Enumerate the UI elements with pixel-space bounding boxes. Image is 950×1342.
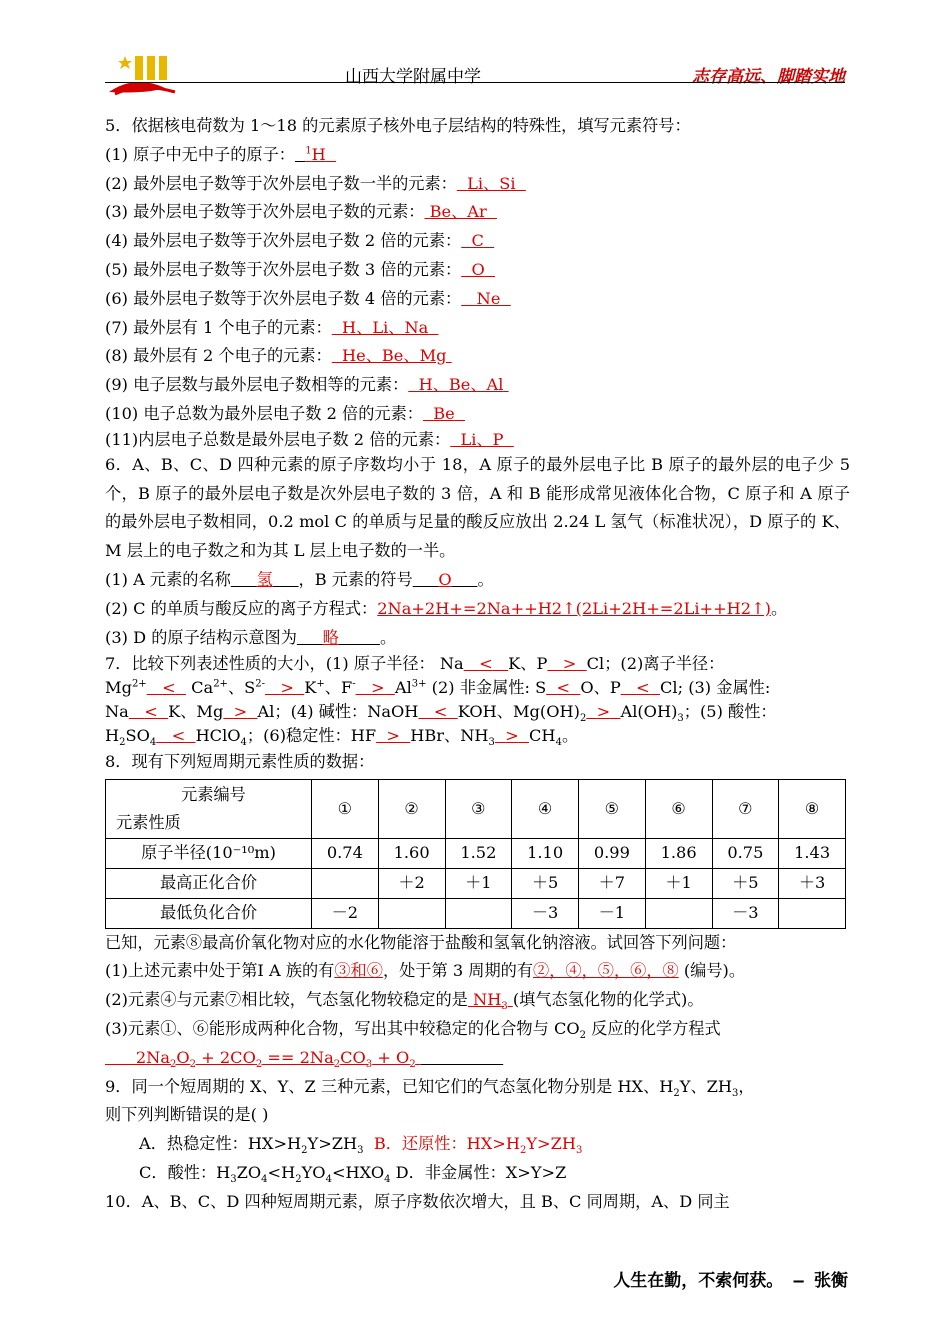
q5-item-3: (3) 最外层电子数等于次外层电子数的元素： Be、Ar	[105, 202, 487, 222]
q5-item-2: (2) 最外层电子数等于次外层电子数一半的元素： Li、Si	[105, 173, 516, 193]
element-id: ⑧	[779, 780, 846, 839]
q9-stem-2: 则下列判断错误的是( )	[105, 1105, 269, 1125]
school-motto: 志存高远、脚踏实地	[692, 67, 845, 87]
element-id: ⑤	[579, 780, 646, 839]
q9-stem: 9．同一个短周期的 X、Y、Z 三种元素，已知它们的气态氢化物分别是 HX、$H_2Y$、$ZH_3$，	[105, 1076, 755, 1099]
table-cell	[445, 898, 512, 928]
element-properties-table	[105, 779, 846, 928]
element-id: ②	[378, 780, 445, 839]
table-cell: ＋1	[645, 868, 712, 898]
table-cell: －3	[712, 898, 779, 928]
q6-part-1: (1) A 元素的名称 氢 ，B 元素的符号 O 。	[105, 569, 494, 589]
q5-item-6: (6) 最外层电子数等于次外层电子数 4 倍的元素： Ne	[105, 288, 501, 308]
q7-line-1: 7．比较下列表述性质的大小，(1) 原子半径： Na < K、P > Cl；(2)离子半径：	[105, 654, 725, 674]
school-name: 山西大学附属中学	[345, 67, 481, 87]
q6-part-2: (2) C 的单质与酸反应的离子方程式：2Na+2H+=2Na++H2↑(2Li+2H+=2Li++H2↑)。	[105, 598, 788, 618]
q5-item-10: (10) 电子总数为最外层电子数 2 倍的元素： Be	[105, 403, 455, 423]
table-row	[106, 839, 846, 869]
table-cell: －2	[312, 898, 379, 928]
table-cell: －1	[579, 898, 646, 928]
q9-options-cd: C．酸性：$H_3ZO_4<H_2YO_4<HXO_4$ D．非金属性：X>Y>Z	[139, 1162, 567, 1186]
table-cell: 1.52	[445, 839, 512, 869]
q7-line-4: $H_2SO_4$ < HClO$_4$；(6)稳定性：HF > HBr、$NH_3 > CH_4$。	[105, 726, 579, 749]
row-label: 原子半径(10⁻¹⁰m)	[106, 839, 312, 869]
q8-part-3: (3)元素①、⑥能形成两种化合物，写出其中较稳定的化合物与 $CO_2$ 反应的化学方程式	[105, 1018, 721, 1042]
table-cell: ＋2	[378, 868, 445, 898]
q8-known: 已知，元素⑧最高价氧化物对应的水化物能溶于盐酸和氢氧化钠溶液。试回答下列问题：	[105, 932, 737, 952]
table-cell: －3	[512, 898, 579, 928]
table-cell: 0.99	[579, 839, 646, 869]
q5-item-11: (11)内层电子总数是最外层电子数 2 倍的元素： Li、P	[105, 429, 504, 449]
footer-quote: 人生在勤，不索何获。 — 张衡	[613, 1271, 848, 1291]
table-cell: 1.10	[512, 839, 579, 869]
table-cell	[645, 898, 712, 928]
q8-part-1: (1)上述元素中处于第Ⅰ A 族的有③和⑥，处于第 3 周期的有②，④，⑤，⑥，⑧ (编号)。	[105, 961, 746, 981]
page-header	[105, 48, 845, 96]
table-cell	[378, 898, 445, 928]
header-divider	[105, 82, 845, 83]
q7-line-3: Na < K、Mg > Al；(4) 碱性：NaOH < KOH、$Mg(OH)_2 > Al(OH)_3$；(5) 酸性：	[105, 702, 777, 725]
table-cell: 0.74	[312, 839, 379, 869]
q8-stem: 8．现有下列短周期元素性质的数据：	[105, 752, 375, 772]
q5-item-8: (8) 最外层有 2 个电子的元素： He、Be、Mg	[105, 346, 447, 366]
q5-item-4: (4) 最外层电子数等于次外层电子数 2 倍的元素： C	[105, 231, 484, 251]
q9-options-ab: A．热稳定性：$HX>H_2Y>ZH_3$ B．还原性：$HX>H_2Y>ZH_3$	[139, 1134, 583, 1157]
row-label: 最高正化合价	[106, 868, 312, 898]
school-logo-icon	[105, 48, 185, 96]
element-id: ①	[312, 780, 379, 839]
q5-item-7: (7) 最外层有 1 个电子的元素： H、Li、Na	[105, 317, 429, 337]
table-cell: 1.60	[378, 839, 445, 869]
q7-line-2: $Mg^{2+}$ < $Ca^{2+}$、$S^{2-}$ > K+、F- > $Al^{3+}$ (2) 非金属性: S < O、P < Cl; (3) 金属性:	[105, 678, 771, 698]
element-id: ⑥	[645, 780, 712, 839]
table-cell	[779, 898, 846, 928]
q8-part-3-answer: $2Na_2O_2 + 2CO_2 == 2Na_2CO_3 + O_2$	[105, 1047, 416, 1070]
q10-stem: 10．A、B、C、D 四种短周期元素，原子序数依次增大，且 B、C 同周期，A、D 同主	[105, 1191, 730, 1211]
q5-item-5: (5) 最外层电子数等于次外层电子数 3 倍的元素： O	[105, 259, 485, 279]
q5-item-1: (1) 原子中无中子的原子： $^1$H	[105, 144, 326, 164]
table-cell: ＋5	[512, 868, 579, 898]
table-cell: ＋3	[779, 868, 846, 898]
q6-part-3: (3) D 的原子结构示意图为 略 。	[105, 627, 397, 647]
table-cell: 1.86	[645, 839, 712, 869]
q6-stem: 6．A、B、C、D 四种元素的原子序数均小于 18，A 原子的最外层电子比 B 原子的最外层的电子少 5 个，B 原子的最外层电子数是次外层电子数的 3 倍，A 和 B 能形成常见液体化合物，C 原子和 A 原子的最外层电子数相同，0.2 mol C 的单质与足量的酸反应放出 2.24 L 氢气（标准状况），D 原子的 K、M 层上的电子数之和为其 L 层上电子数的一半。	[105, 454, 850, 561]
q8-part-2: (2)元素④与元素⑦相比较，气态氢化物较稳定的是 $NH_3$ (填气态氢化物的化学式)。	[105, 990, 704, 1013]
table-cell: 1.43	[779, 839, 846, 869]
element-id: ③	[445, 780, 512, 839]
row-label: 最低负化合价	[106, 898, 312, 928]
table-corner-cell: 元素编号 元素性质	[106, 780, 312, 839]
table-cell: ＋1	[445, 868, 512, 898]
element-id: ④	[512, 780, 579, 839]
element-id: ⑦	[712, 780, 779, 839]
worksheet-content	[105, 112, 850, 1217]
table-cell: ＋5	[712, 868, 779, 898]
table-row	[106, 898, 846, 928]
q5-item-9: (9) 电子层数与最外层电子数相等的元素： H、Be、Al	[105, 375, 504, 395]
table-cell	[312, 868, 379, 898]
q5-stem: 5．依据核电荷数为 1～18 的元素原子核外电子层结构的特殊性，填写元素符号：	[105, 116, 691, 135]
table-cell: 0.75	[712, 839, 779, 869]
table-cell: ＋7	[579, 868, 646, 898]
table-header-row	[106, 780, 846, 839]
table-row	[106, 868, 846, 898]
